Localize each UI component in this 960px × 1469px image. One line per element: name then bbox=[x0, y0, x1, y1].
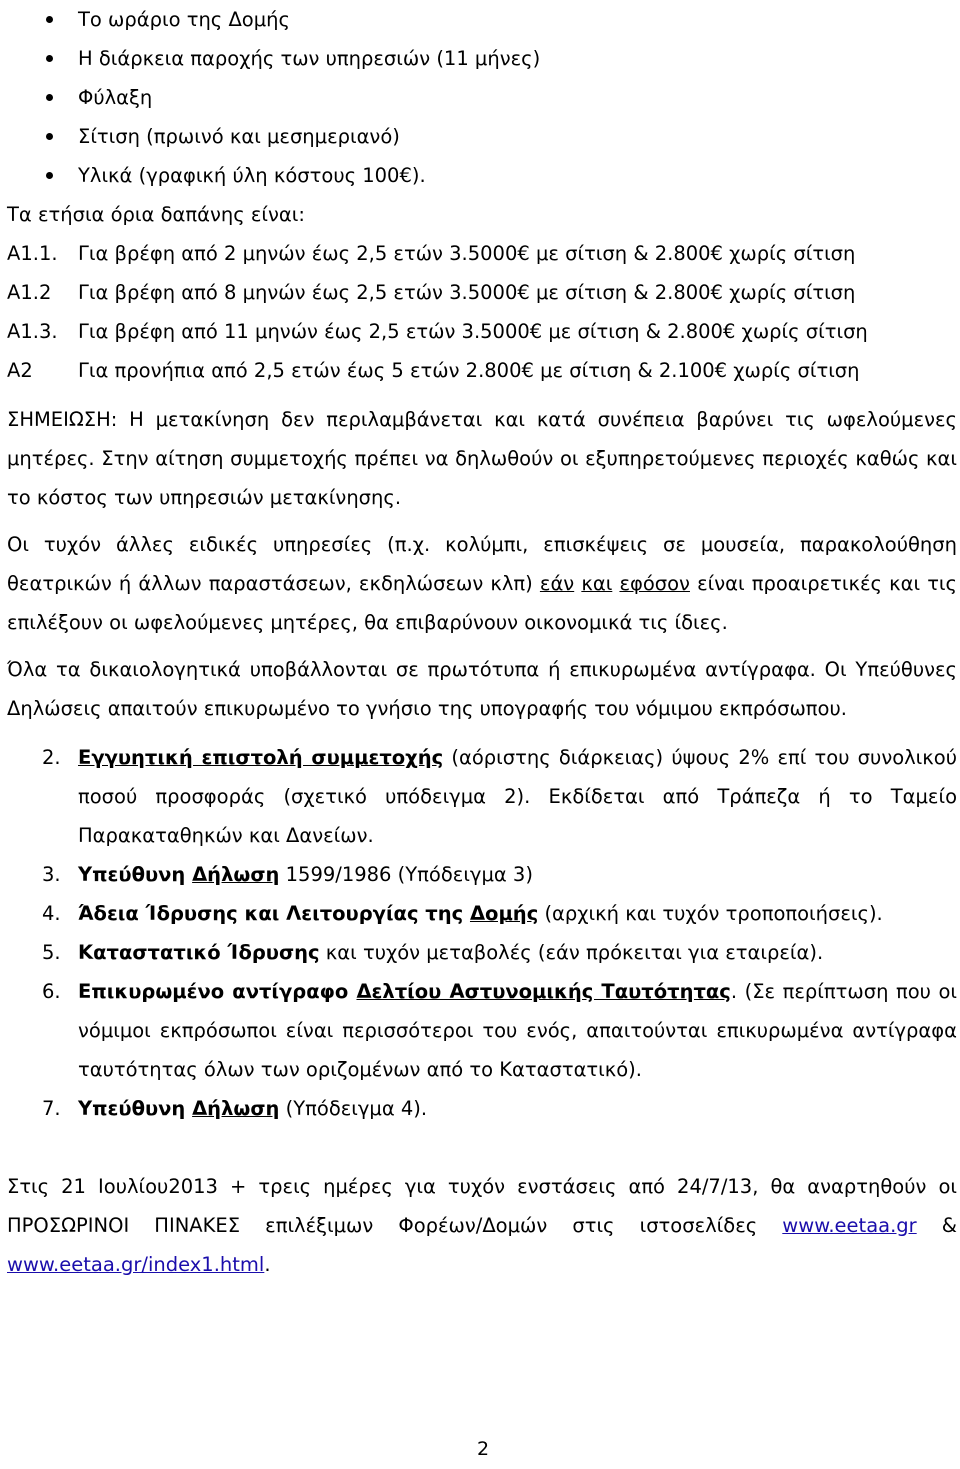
bullet-text: Φύλαξη bbox=[78, 86, 153, 109]
underlined-efoson: εφόσον bbox=[619, 572, 690, 595]
limit-code: Α1.1. bbox=[7, 242, 58, 265]
bullet-text: Το ωράριο της Δομής bbox=[78, 8, 290, 31]
limit-desc: Για προνήπια από 2,5 ετών έως 5 ετών 2.800€ με σίτιση & 2.100€ χωρίς σίτιση bbox=[78, 359, 860, 382]
item-number: 3. bbox=[42, 863, 61, 886]
note-paragraph: ΣΗΜΕΙΩΣΗ: Η μετακίνηση δεν περιλαμβάνεται και κατά συνέπεια βαρύνει τις ωφελούμενες μητέρες. Στην αίτηση συμμετοχής πρέπει να δηλωθούν οι εξυπηρετούμενες περιοχές καθώς και το κόστος των υπηρεσιών μετακίνησης. bbox=[7, 408, 957, 509]
final-period: . bbox=[264, 1253, 271, 1276]
underlined-ean: εάν bbox=[539, 572, 575, 595]
limit-row bbox=[7, 273, 957, 312]
bullet-item bbox=[7, 0, 957, 39]
limits-intro: Τα ετήσια όρια δαπάνης είναι: bbox=[7, 203, 305, 226]
item-text: 1599/1986 (Υπόδειγμα 3) bbox=[279, 863, 533, 886]
bullet-dot bbox=[46, 94, 53, 101]
limit-row bbox=[7, 351, 957, 390]
item-title-underlined: Δομής bbox=[469, 902, 539, 925]
page-number: 2 bbox=[476, 1438, 490, 1460]
item-text: (αόριστης διάρκειας) ύψους 2% επί του συνολικού ποσού προσφοράς (σχετικό υπόδειγμα 2). Εκδίδεται από Τράπεζα ή το Ταμείο Παρακαταθηκών και Δανείων. bbox=[78, 746, 957, 847]
item-title: Υπεύθυνη bbox=[78, 1097, 193, 1120]
requirement-item bbox=[7, 1089, 957, 1128]
requirement-item bbox=[7, 894, 957, 933]
requirement-item bbox=[7, 972, 957, 1089]
bullet-dot bbox=[46, 55, 53, 62]
item-number: 2. bbox=[42, 746, 61, 769]
document-page bbox=[7, 0, 957, 1284]
item-text: και τυχόν μεταβολές (εάν πρόκειται για εταιρεία). bbox=[319, 941, 824, 964]
final-text: Στις 21 Ιουλίου2013 + τρεις ημέρες για τυχόν ενστάσεις από 24/7/13, θα αναρτηθούν οι ΠΡΟΣΩΡΙΝΟΙ ΠΙΝΑΚΕΣ επιλέξιμων Φορέων/Δομών στις ιστοσελίδες bbox=[7, 1175, 957, 1237]
requirement-item bbox=[7, 855, 957, 894]
limit-row bbox=[7, 312, 957, 351]
item-title: Άδεια Ίδρυσης και Λειτουργίας της bbox=[78, 902, 470, 925]
limit-desc: Για βρέφη από 8 μηνών έως 2,5 ετών 3.5000€ με σίτιση & 2.800€ χωρίς σίτιση bbox=[78, 281, 856, 304]
requirements-list bbox=[7, 738, 957, 1128]
limit-code: Α2 bbox=[7, 359, 33, 382]
item-title-underlined: Δελτίου Αστυνομικής Ταυτότητας bbox=[356, 980, 731, 1003]
item-title: Εγγυητική επιστολή συμμετοχής bbox=[78, 746, 444, 769]
documents-paragraph: Όλα τα δικαιολογητικά υποβάλλονται σε πρωτότυπα ή επικυρωμένα αντίγραφα. Οι Υπεύθυνες Δηλώσεις απαιτούν επικυρωμένο το γνήσιο της υπογραφής του νόμιμου εκπρόσωπου. bbox=[7, 658, 957, 720]
limit-desc: Για βρέφη από 2 μηνών έως 2,5 ετών 3.5000€ με σίτιση & 2.800€ χωρίς σίτιση bbox=[78, 242, 856, 265]
bullet-dot bbox=[46, 16, 53, 23]
item-title: Καταστατικό Ίδρυσης bbox=[78, 941, 320, 964]
limit-desc: Για βρέφη από 11 μηνών έως 2,5 ετών 3.5000€ με σίτιση & 2.800€ χωρίς σίτιση bbox=[78, 320, 868, 343]
bullet-text: Σίτιση (πρωινό και μεσημεριανό) bbox=[78, 125, 400, 148]
item-title: Επικυρωμένο αντίγραφο bbox=[78, 980, 357, 1003]
item-text: . (Σε περίπτωση που οι νόμιμοι εκπρόσωποι είναι περισσότεροι του ενός, απαιτούνται επικυρωμένα αντίγραφα ταυτότητας όλων των οριζομένων από το Καταστατικό). bbox=[78, 980, 958, 1081]
item-title-underlined: Δήλωση bbox=[192, 1097, 280, 1120]
eetaa-link[interactable]: www.eetaa.gr bbox=[782, 1214, 917, 1237]
item-number: 4. bbox=[42, 902, 61, 925]
item-title: Υπεύθυνη bbox=[78, 863, 193, 886]
bullet-item bbox=[7, 117, 957, 156]
extra-services-paragraph bbox=[7, 525, 957, 642]
extra-text-1: Οι τυχόν άλλες ειδικές υπηρεσίες (π.χ. κολύμπι, επισκέψεις σε μουσεία, παρακολούθηση θεατρικών ή άλλων παραστάσεων, εκδηλώσεων κλπ) bbox=[7, 533, 957, 595]
bullet-dot bbox=[46, 172, 53, 179]
bullet-dot bbox=[46, 133, 53, 140]
bullet-text: Υλικά (γραφική ύλη κόστους 100€). bbox=[78, 164, 426, 187]
limit-code: Α1.3. bbox=[7, 320, 58, 343]
limit-row bbox=[7, 234, 957, 273]
item-text: (Υπόδειγμα 4). bbox=[279, 1097, 428, 1120]
item-number: 6. bbox=[42, 980, 61, 1003]
underlined-kai: και bbox=[581, 572, 613, 595]
limit-code: Α1.2 bbox=[7, 281, 52, 304]
item-number: 5. bbox=[42, 941, 61, 964]
requirement-item bbox=[7, 933, 957, 972]
bullet-item bbox=[7, 156, 957, 195]
eetaa-index-link[interactable]: www.eetaa.gr/index1.html bbox=[7, 1253, 265, 1276]
item-text: (αρχική και τυχόν τροποποιήσεις). bbox=[538, 902, 883, 925]
requirement-item bbox=[7, 738, 957, 855]
extra-text-2: είναι προαιρετικές και τις επιλέξουν οι ωφελούμενες μητέρες, θα επιβαρύνουν οικονομικά τις ίδιες. bbox=[7, 572, 957, 634]
final-paragraph bbox=[7, 1167, 957, 1284]
bullet-item bbox=[7, 39, 957, 78]
item-number: 7. bbox=[42, 1097, 61, 1120]
ampersand: & bbox=[916, 1214, 958, 1237]
item-title-underlined: Δήλωση bbox=[192, 863, 280, 886]
services-bullet-list bbox=[7, 0, 957, 195]
bullet-item bbox=[7, 78, 957, 117]
bullet-text: Η διάρκεια παροχής των υπηρεσιών (11 μήνες) bbox=[78, 47, 541, 70]
